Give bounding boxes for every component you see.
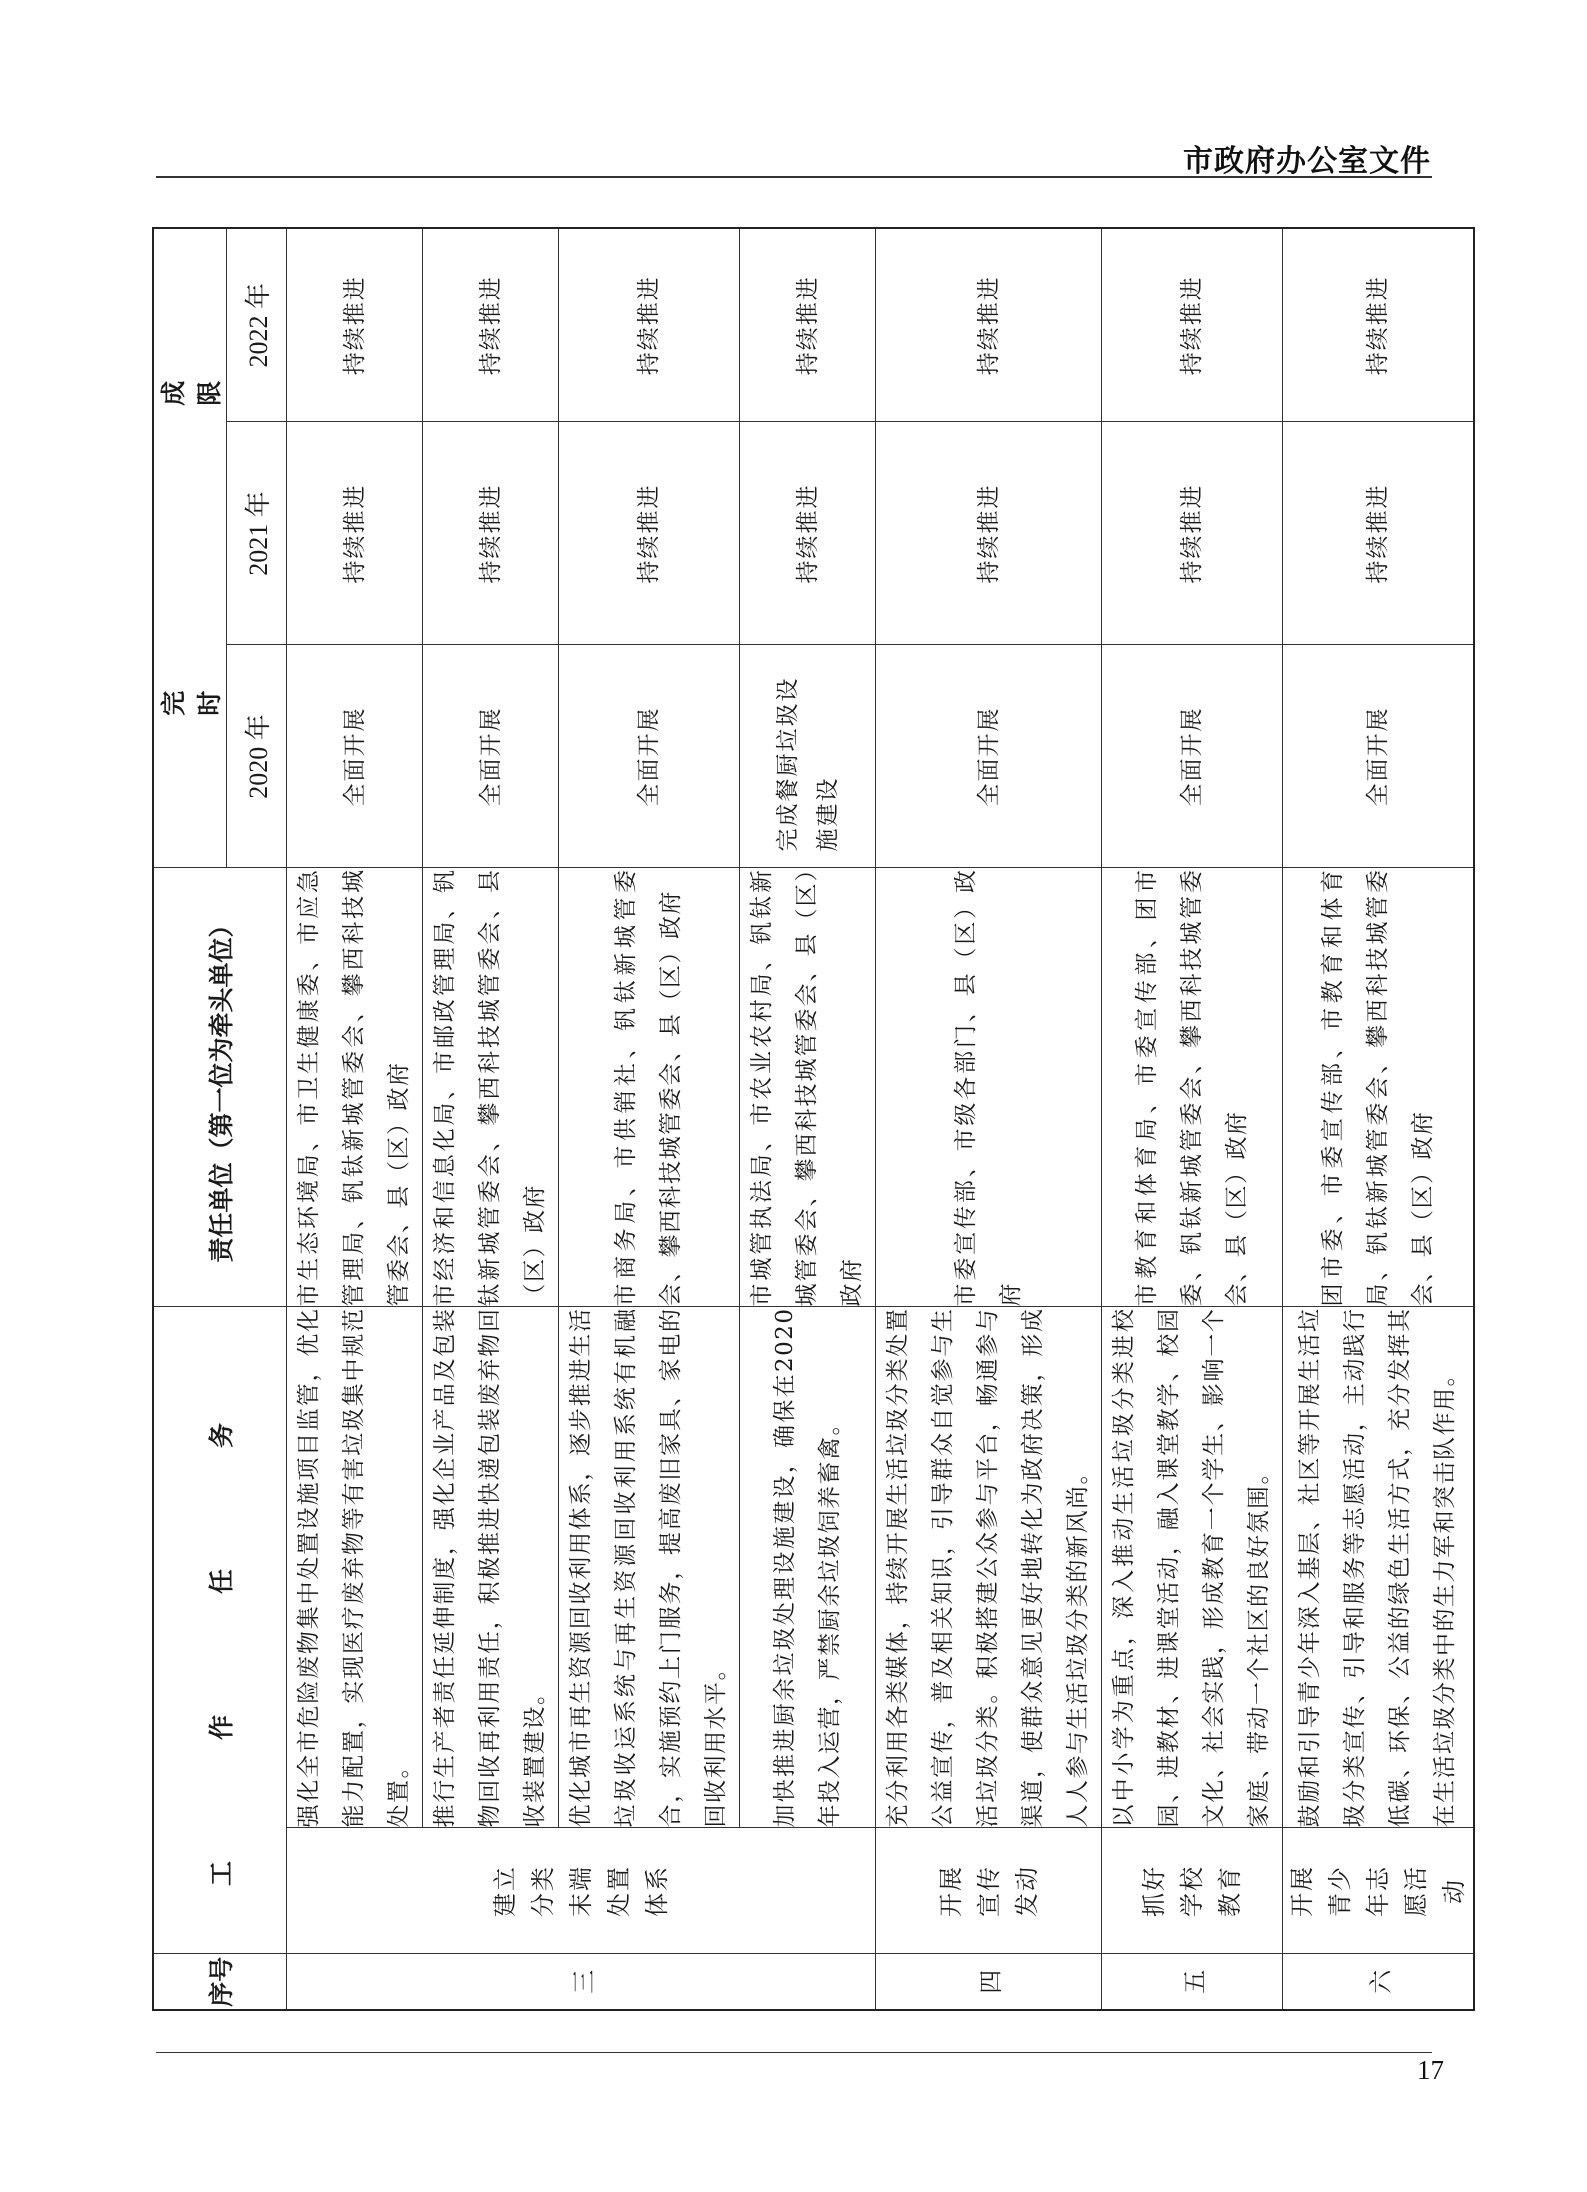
unit-header: 责任单位（第一位为牵头单位）: [153, 868, 287, 1307]
table-row: [1283, 228, 1475, 2010]
row-2021: 持续推进: [287, 422, 423, 645]
row-category-text: 开展宣传发动: [936, 1865, 1041, 1917]
row-2022: 持续推进: [559, 228, 740, 422]
row-category-text: 建立分类末端处置体系: [491, 1865, 671, 1917]
row-2021: 持续推进: [1102, 422, 1283, 645]
header-rule: [156, 176, 1432, 178]
row-2020: [1102, 645, 1283, 868]
page-number: 17: [1417, 2055, 1444, 2085]
row-category: [1283, 1828, 1475, 1954]
row-2020-text: 全面开展: [477, 706, 504, 807]
row-2020-text: 全面开展: [1365, 706, 1391, 807]
row-task: 鼓励和引导青少年深入基层、社区等开展生活垃圾分类宣传、引导和服务等志愿活动，主动践行低碳、环保、公益的绿色生活方式，充分发挥其在生活垃圾分类中的生力军和突击队作用。: [1283, 1307, 1475, 1828]
row-2022: 持续推进: [1102, 228, 1283, 422]
row-2021: 持续推进: [740, 422, 876, 645]
row-2021: 持续推进: [876, 422, 1102, 645]
row-2022: 持续推进: [740, 228, 876, 422]
row-2020-text: 全面开展: [636, 706, 662, 807]
row-task: 推行生产者责任延伸制度，强化企业产品及包装物回收再利用责任，积极推进快递包装废弃物回收装置建设。: [423, 1307, 559, 1828]
row-unit: 市商务局、市供销社、钒钛新城管委会、攀西科技城管委会、县（区）政府: [559, 868, 740, 1307]
row-unit: 市委宣传部、市级各部门、县（区）政府: [876, 868, 1102, 1307]
deadline-header: 完 成 时 限: [153, 228, 227, 868]
row-2020-text: 完成餐厨垃圾设施建设: [774, 676, 841, 852]
row-seq: 六: [1283, 1954, 1475, 2010]
row-2020: [1283, 645, 1475, 868]
year-2022-header: 2022 年: [227, 228, 287, 422]
row-2022: 持续推进: [423, 228, 559, 422]
row-2021: 持续推进: [1283, 422, 1475, 645]
row-2020: [740, 645, 876, 868]
table-row: [876, 228, 1102, 2010]
row-2022: 持续推进: [287, 228, 423, 422]
row-2021: 持续推进: [559, 422, 740, 645]
table-header-row: [153, 228, 227, 2010]
row-2022: 持续推进: [876, 228, 1102, 422]
footer-rule: [156, 2052, 1432, 2053]
table-row: [559, 228, 740, 2010]
row-task: 充分利用各类媒体，持续开展生活垃圾分类处置公益宣传，普及相关知识，引导群众自觉参与生活垃圾分类。积极搭建公众参与平台，畅通参与渠道，使群众意见更好地转化为政府决策，形成人人参与生活垃圾分类的新风尚。: [876, 1307, 1102, 1828]
row-category-text: 开展青少年志愿活动: [1288, 1865, 1468, 1917]
row-unit: 市经济和信息化局、市邮政管理局、钒钛新城管委会、攀西科技城管委会、县（区）政府: [423, 868, 559, 1307]
row-seq: 五: [1102, 1954, 1283, 2010]
row-task: 以中小学为重点，深入推动生活垃圾分类进校园、进教材、进课堂活动，融入课堂教学、校园文化、社会实践，形成教育一个学生、影响一个家庭、带动一个社区的良好氛围。: [1102, 1307, 1283, 1828]
seq-header: 序号: [153, 1954, 287, 2010]
task-header: 工 作 任 务: [153, 1307, 287, 1954]
row-2020: [423, 645, 559, 868]
row-task: 优化城市再生资源回收利用体系，逐步推进生活垃圾收运系统与再生资源回收利用系统有机融合，实施预约上门服务，提高废旧家具、家电的回收利用水平。: [559, 1307, 740, 1828]
row-2020: [876, 645, 1102, 868]
row-2020: [287, 645, 423, 868]
table-row: [287, 228, 423, 2010]
document-header-title: 市政府办公室文件: [1183, 144, 1431, 179]
row-unit: 团市委、市委宣传部、市教育和体育局、钒钛新城管委会、攀西科技城管委会、县（区）政府: [1283, 868, 1475, 1307]
row-category: [287, 1828, 876, 1954]
year-2021-header: 2021 年: [227, 422, 287, 645]
row-2020: [559, 645, 740, 868]
row-task: 加快推进厨余垃圾处理设施建设，确保在2020 年投入运营，严禁厨余垃圾饲养畜禽。: [740, 1307, 876, 1828]
row-unit: 市城管执法局、市农业农村局、钒钛新城管委会、攀西科技城管委会、县（区）政府: [740, 868, 876, 1307]
row-seq: 三: [287, 1954, 876, 2010]
row-category: [876, 1828, 1102, 1954]
row-2020-text: 全面开展: [341, 706, 368, 807]
row-category-text: 抓好学校教育: [1140, 1865, 1244, 1917]
row-2020-text: 全面开展: [975, 706, 1002, 807]
table-row: [423, 228, 559, 2010]
year-2020-header: 2020 年: [227, 645, 287, 868]
table-row: [1102, 228, 1283, 2010]
row-2022: 持续推进: [1283, 228, 1475, 422]
row-category: [1102, 1828, 1283, 1954]
row-unit: 市教育和体育局、市委宣传部、团市委、钒钛新城管委会、攀西科技城管委会、县（区）政府: [1102, 868, 1283, 1307]
table-row: [740, 228, 876, 2010]
row-unit: 市生态环境局、市卫生健康委、市应急管理局、钒钛新城管委会、攀西科技城管委会、县（区）政府: [287, 868, 423, 1307]
row-task: 强化全市危险废物集中处置设施项目监管，优化能力配置，实现医疗废弃物等有害垃圾集中规范处置。: [287, 1307, 423, 1828]
row-seq: 四: [876, 1954, 1102, 2010]
row-2020-text: 全面开展: [1179, 706, 1205, 807]
row-2021: 持续推进: [423, 422, 559, 645]
